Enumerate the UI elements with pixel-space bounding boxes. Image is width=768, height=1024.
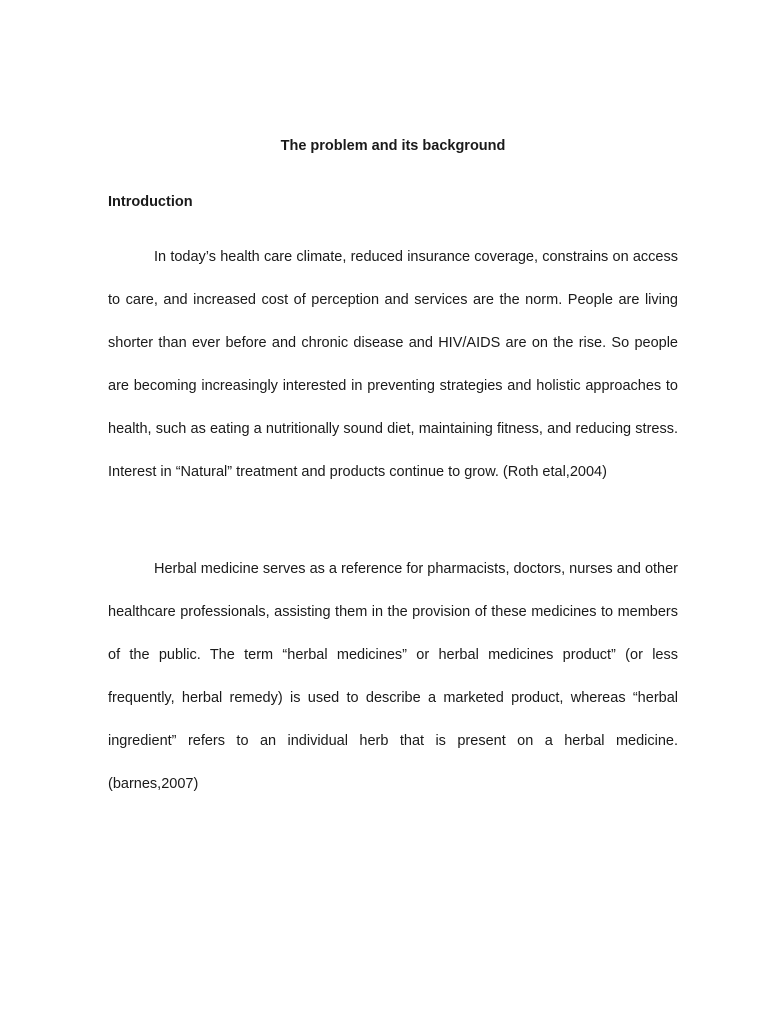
section-heading: Introduction	[108, 194, 193, 210]
paragraph-2: Herbal medicine serves as a reference for pharmacists, doctors, nurses and other healthcare professionals, assisting them in the provision of these medicines to members of the public. The term “herbal medicines” or herbal medicines product” (or less frequently, herbal remedy) is used to describe a marketed product, whereas “herbal ingredient” refers to an individual herb that is present on a herbal medicine. (barnes,2007)	[108, 561, 678, 792]
paragraph-1: In today’s health care climate, reduced insurance coverage, constrains on access to care, and increased cost of perception and services are the norm. People are living shorter than ever before and chronic disease and HIV/AIDS are on the rise. So people are becoming increasingly interested in preventing strategies and holistic approaches to health, such as eating a nutritionally sound diet, maintaining fitness, and reducing stress. Interest in “Natural” treatment and products continue to grow. (Roth etal,2004)	[108, 249, 678, 480]
document-title: The problem and its background	[280, 138, 506, 154]
